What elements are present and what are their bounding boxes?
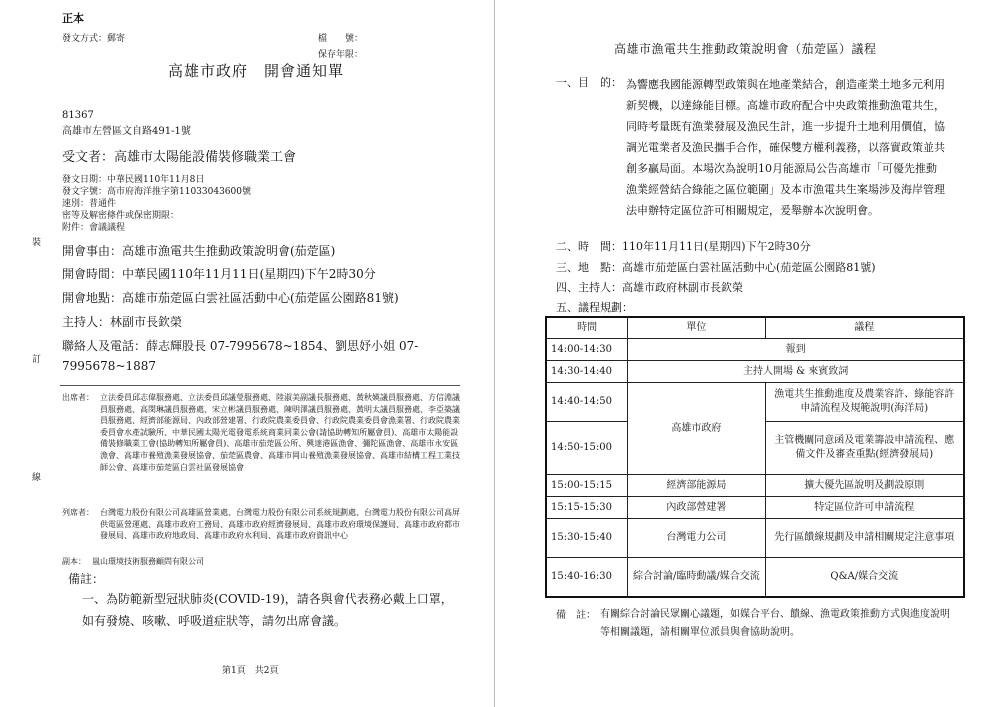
row-unit: 高雄市政府 [628,383,765,475]
row-time: 15:00-15:15 [546,475,628,497]
confidentiality: 密等及解密條件或保密期限： [62,211,180,221]
recipient: 受文者：高雄市太陽能設備裝修職業工會 [62,150,297,165]
row-unit: 經濟部能源局 [628,475,765,497]
table-row [546,361,964,383]
table-row [546,519,964,558]
row-item: 主持人開場 & 來賓致詞 [628,361,964,383]
binding-mark-2: 訂 [32,355,42,365]
row-time: 14:40-14:50 [546,383,628,422]
purpose-text: 為響應我國能源轉型政策與在地產業結合，創造產業土地多元利用新契機，以達綠能目標。高雄市政府配合中央政策推動漁電共生，同時考量既有漁業發展及漁民生計，進一步提升土地利用價值，協調光電業者及漁民攜手合作，確保雙方權利義務，以落實政策並共創多贏局面。本場次為說明10月能源局公告高雄市「可優先推動漁業經營結合綠能之區位範圍」及本市漁電共生案場涉及海岸管理法申辦特定區位許可相關規定，爰舉辦本次說明會。 [626,78,945,217]
row-time: 14:00-14:30 [546,339,628,361]
row-time: 14:50-15:00 [546,422,628,475]
contact-line-2: 7995678~1887 [62,359,157,373]
agenda-host: 四、主持人：高雄市政府林副市長欽榮 [556,281,743,294]
row-item: Q&A/媒合交流 [765,558,964,598]
agenda-table [545,316,965,598]
file-number: 檔 號： [318,34,364,44]
binding-mark-3: 線 [32,473,42,483]
row-time: 15:15-15:30 [546,497,628,519]
separator [60,385,460,386]
copy-label: 正本 [62,12,84,25]
note-label: 備註： [68,572,105,586]
agenda-label: 五、議程規劃： [556,301,633,314]
remark-text: 有關綜合討論民眾關心議題，如媒合平台、饋線、漁電政策推動方式與進度說明等相關議題，請相關單位派員與會協助說明。 [600,609,950,638]
remark-label: 備 註： [556,610,596,621]
note-text: 一、為防範新型冠狀肺炎(COVID-19)，請各與會代表務必戴上口罩，如有發燒、咳嗽、呼吸道症狀等，請勿出席會議。 [82,592,453,628]
table-row [546,497,964,519]
row-unit: 內政部營建署 [628,497,765,519]
header-unit: 單位 [628,317,765,339]
agenda-title: 高雄市漁電共生推動政策說明會（茄萣區）議程 [614,42,877,56]
agenda-time: 二、時 間：110年11月11日(星期四)下午2時30分 [556,240,811,253]
urgency: 速別：普通件 [62,199,117,209]
binding-mark-1: 裝 [32,238,42,248]
header-time: 時間 [546,317,628,339]
header-item: 議程 [765,317,964,339]
retention-period: 保存年限： [318,50,364,60]
row-item: 主管機關同意函及電業籌設申請流程、應備文件及審查重點(經濟發展局) [765,422,964,475]
issue-date: 發文日期：中華民國110年11月8日 [62,175,205,185]
cc-label: 列席者： [62,508,94,517]
row-item: 特定區位許可申請流程 [765,497,964,519]
copy-to-label: 副本： [62,557,86,566]
row-unit: 綜合討論/臨時動議/媒合交流 [628,558,765,598]
table-row [546,339,964,361]
meeting-time: 開會時間：中華民國110年11月11日(星期四)下午2時30分 [62,267,376,281]
row-item: 擴大優先區說明及劃設原則 [765,475,964,497]
postal-code: 81367 [62,110,94,121]
send-method: 發文方式：郵寄 [62,34,126,44]
row-item: 先行區饋線規劃及申請相關規定注意事項 [765,519,964,558]
row-unit: 台灣電力公司 [628,519,765,558]
meeting-place: 開會地點：高雄市茄萣區白雲社區活動中心(茄萣區公園路81號) [62,291,399,305]
attachment: 附件：會議議程 [62,223,126,233]
copy-to: 嵐山環境技術服務顧問有限公司 [92,557,204,566]
cc-list: 台灣電力股份有限公司高雄區營業處、台灣電力股份有限公司系統規劃處、台灣電力股份有限公司高屏供電區營運處、高雄市政府工務局、高雄市政府經濟發展局、高雄市政府環境保護局、高雄市政府都市發展局、高雄市政府地政局、高雄市政府水利局、高雄市政府資訊中心 [100,508,460,541]
row-time: 15:40-16:30 [546,558,628,598]
row-item: 漁電共生推動進度及農業容許、綠能容許申請流程及規範說明(海洋局) [765,383,964,422]
meeting-subject: 開會事由：高雄市漁電共生推動政策說明會(茄萣區) [62,244,336,258]
attendees-list: 立法委員邱志偉服務處、立法委員邱議瑩服務處、陸淑美副議長服務處、黃秋媖議員服務處、方信淵議員服務處、高閔琳議員服務處、宋立彬議員服務處、陳明澤議員服務處、黃明太議員服務處、李亞築議員服務處、經濟部能源局、內政部營建署、行政院農業委員會、行政院農業委員會漁業署、行政院農業委員會水產試驗所、中華民國太陽光電發電系統商業同業公會(請協助轉知所屬會員)、高雄市太陽能設備裝修職業工會(協助轉知所屬會員)、高雄市茄萣區公所、興達港區漁會、彌陀區漁會、高雄市永安區漁會、高雄市養殖漁業發展協會、茄萣區農會、高雄市岡山養殖漁業發展協會、高雄市結構工程工業技師公會、高雄市茄萣區白雲社區發展協會 [100,393,460,472]
purpose-label: 一、目 的： [556,76,622,89]
row-time: 15:30-15:40 [546,519,628,558]
row-item: 報到 [628,339,964,361]
agenda-place: 三、地 點：高雄市茄萣區白雲社區活動中心(茄萣區公園路81號) [556,261,876,274]
table-header-row [546,317,964,339]
contact-line-1: 聯絡人及電話：薛志輝股長 07-7995678~1854、劉思妤小姐 07- [62,339,419,353]
table-row [546,383,964,422]
sender-address: 高雄市左營區文自路491-1號 [62,126,191,137]
document-number: 發文字號：高市府海洋推字第11033043600號 [62,187,251,197]
notice-page [0,0,494,707]
table-row [546,558,964,598]
page-number: 第1頁 共2頁 [222,666,279,676]
meeting-host: 主持人：林副市長欽榮 [62,315,183,329]
attendees-label: 出席者： [62,393,94,402]
table-row [546,475,964,497]
row-time: 14:30-14:40 [546,361,628,383]
document-title: 高雄市政府 開會通知單 [168,62,345,80]
